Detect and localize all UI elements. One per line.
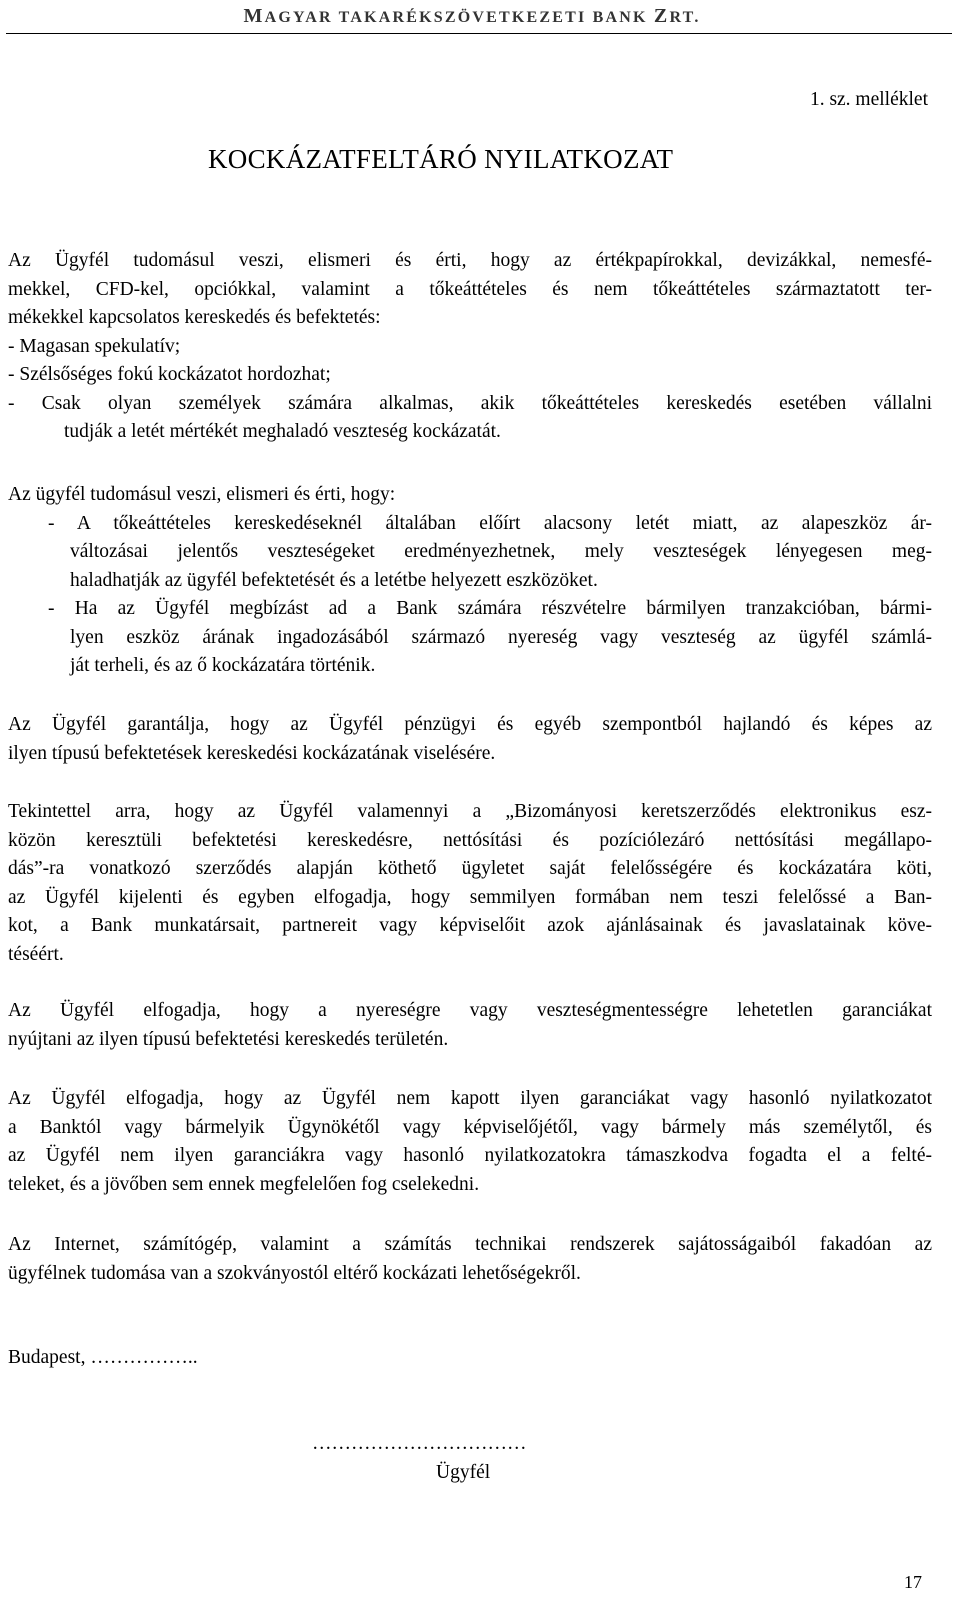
document-title: KOCKÁZATFELTÁRÓ NYILATKOZAT bbox=[208, 144, 674, 174]
paragraph-1 bbox=[8, 247, 932, 447]
bank-name-header: MAGYAR TAKARÉKSZÖVETKEZETI BANK ZRT. bbox=[243, 5, 701, 27]
paragraph-2 bbox=[8, 481, 932, 681]
text-line: Az Ügyfél garantálja, hogy az Ügyfél pénzügyi és egyéb szempontból hajlandó és képes az bbox=[8, 714, 932, 735]
text-line: ilyen típusú befektetések kereskedési kockázatának viselésére. bbox=[8, 742, 496, 764]
text-line: mékekkel kapcsolatos kereskedés és befektetés: bbox=[8, 307, 381, 328]
text-line: dás”-ra vonatkozó szerződés alapján köthető ügyletet saját felelősségére és kockázatára köti, bbox=[8, 858, 932, 879]
list-item-continuation: változásai jelentős veszteségeket eredményezhetnek, mely veszteségek lényegesen meg- bbox=[70, 541, 932, 562]
paragraph-4 bbox=[8, 798, 932, 969]
text-line: az Ügyfél nem ilyen garanciákra vagy hasonló nyilatkozatokra támaszkodva fogadta el a felté- bbox=[8, 1145, 932, 1166]
paragraph-7 bbox=[8, 1231, 932, 1288]
text-line: Az Ügyfél elfogadja, hogy az Ügyfél nem kapott ilyen garanciákat vagy hasonló nyilatkozatot bbox=[8, 1088, 932, 1109]
attachment-label: 1. sz. melléklet bbox=[809, 89, 928, 110]
text-line: nyújtani az ilyen típusú befektetési kereskedés területén. bbox=[8, 1028, 449, 1050]
signature-label: Ügyfél bbox=[436, 1462, 491, 1483]
text-line: a Banktól vagy bármelyik Ügynökétől vagy képviselőjétől, vagy bármely más személytől, és bbox=[8, 1116, 932, 1138]
text-line: Az ügyfél tudomásul veszi, elismeri és érti, hogy: bbox=[8, 484, 396, 505]
text-line: mekkel, CFD-kel, opciókkal, valamint a tőkeáttételes és nem tőkeáttételes származtatott ter- bbox=[8, 278, 932, 300]
text-line: téséért. bbox=[8, 943, 64, 965]
list-item: - A tőkeáttételes kereskedéseknél általában előírt alacsony letét miatt, az alapeszköz ár- bbox=[48, 512, 932, 534]
place-date-field: Budapest, …………….. bbox=[8, 1347, 198, 1368]
text-line: Az Ügyfél elfogadja, hogy a nyereségre vagy veszteségmentességre lehetetlen garanciákat bbox=[8, 1000, 932, 1021]
text-line: az Ügyfél kijelenti és egyben elfogadja, hogy semmilyen formában nem teszi felelőssé a Ban- bbox=[8, 886, 932, 908]
text-line: Az Ügyfél tudomásul veszi, elismeri és érti, hogy az értékpapírokkal, devizákkal, nemesfé- bbox=[8, 250, 932, 271]
text-line: kot, a Bank munkatársait, partnereit vagy képviselőit azok ajánlásainak és javaslatainak köve- bbox=[8, 915, 932, 936]
text-line: ügyfélnek tudomása van a szokványostól eltérő kockázati lehetőségekről. bbox=[8, 1262, 581, 1284]
list-item-continuation: lyen eszköz árának ingadozásából származó nyereség vagy veszteség az ügyfél számlá- bbox=[70, 626, 932, 648]
list-item-continuation: haladhatják az ügyfél befektetését és a letétbe helyezett eszközöket. bbox=[70, 569, 598, 591]
text-line: teleket, és a jövőben sem ennek megfelelően fog cselekedni. bbox=[8, 1173, 480, 1195]
list-item: - Szélsőséges fokú kockázatot hordozhat; bbox=[8, 364, 331, 385]
text-line: Az Internet, számítógép, valamint a számítás technikai rendszerek sajátosságaiból fakadóan az bbox=[8, 1234, 932, 1255]
list-item-continuation: tudják a letét mértékét meghaladó veszteség kockázatát. bbox=[64, 421, 501, 442]
paragraph-6 bbox=[8, 1085, 932, 1199]
list-item: - Ha az Ügyfél megbízást ad a Bank számára részvételre bármilyen tranzakcióban, bármi- bbox=[48, 598, 932, 619]
text-line: Tekintettel arra, hogy az Ügyfél valamennyi a „Bizományosi keretszerződés elektronikus esz- bbox=[8, 801, 932, 822]
text-line: közön keresztüli befektetési kereskedésre, nettósítási és pozíciólezáró nettósítási megállapo- bbox=[8, 829, 932, 851]
list-item: - Csak olyan személyek számára alkalmas, akik tőkeáttételes kereskedés esetében vállalni bbox=[8, 392, 932, 414]
paragraph-5 bbox=[8, 997, 932, 1054]
page-header bbox=[6, 0, 952, 34]
signature-line: …………………………… bbox=[312, 1433, 527, 1454]
page-number: 17 bbox=[904, 1572, 922, 1592]
paragraph-3 bbox=[8, 711, 932, 768]
list-item: - Magasan spekulatív; bbox=[8, 335, 181, 357]
list-item-continuation: ját terheli, és az ő kockázatára történik. bbox=[70, 655, 376, 676]
